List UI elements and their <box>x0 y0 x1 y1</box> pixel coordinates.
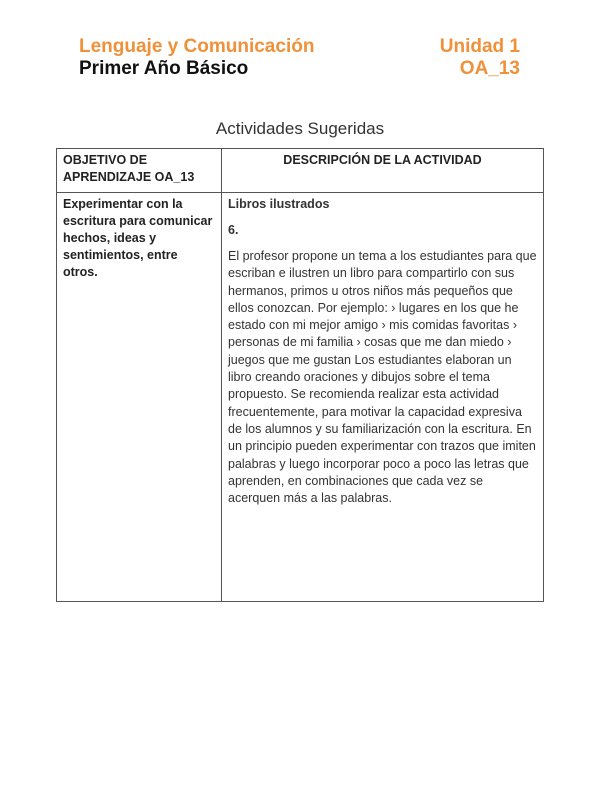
objective-code: OA_13 <box>459 58 520 79</box>
activities-table <box>56 148 544 602</box>
table-row <box>57 193 544 602</box>
header-objective: OBJETIVO DE APRENDIZAJE OA_13 <box>57 149 222 193</box>
grade-level: Primer Año Básico <box>79 58 249 79</box>
header-left <box>79 36 314 80</box>
table-header-row <box>57 149 544 193</box>
objective-cell: Experimentar con la escritura para comunicar hechos, ideas y sentimientos, entre otros. <box>57 193 222 602</box>
activity-title: Libros ilustrados <box>228 197 330 211</box>
description-cell <box>222 193 544 602</box>
header-right <box>440 36 520 80</box>
header-description: DESCRIPCIÓN DE LA ACTIVIDAD <box>222 149 544 193</box>
activity-number: 6. <box>228 223 239 237</box>
subject-title: Lenguaje y Comunicación <box>79 36 315 57</box>
activity-description: El profesor propone un tema a los estudiantes para que escriban e ilustren un libro para compartirlo con sus hermanos, primos u otros niños más pequeños que ellos conozcan. Por ejemplo: › lugares en los que he estado con mi mejor amigo › mis comidas favoritas › personas de mi familia › cosas que me dan miedo › juegos que me gustan Los estudiantes elaboran un libro creando oraciones y dibujos sobre el tema propuesto. Se recomienda realizar esta actividad frecuentemente, para motivar la capacidad expresiva de los alumnos y su familiarización con la escritura. En un principio pueden experimentar con trazos que imiten palabras y luego incorporar poco a poco las letras que aprenden, en combinaciones que cada vez se acerquen más a las palabras. <box>228 249 537 506</box>
unit-label: Unidad 1 <box>439 36 520 57</box>
section-title: Actividades Sugeridas <box>215 119 385 138</box>
